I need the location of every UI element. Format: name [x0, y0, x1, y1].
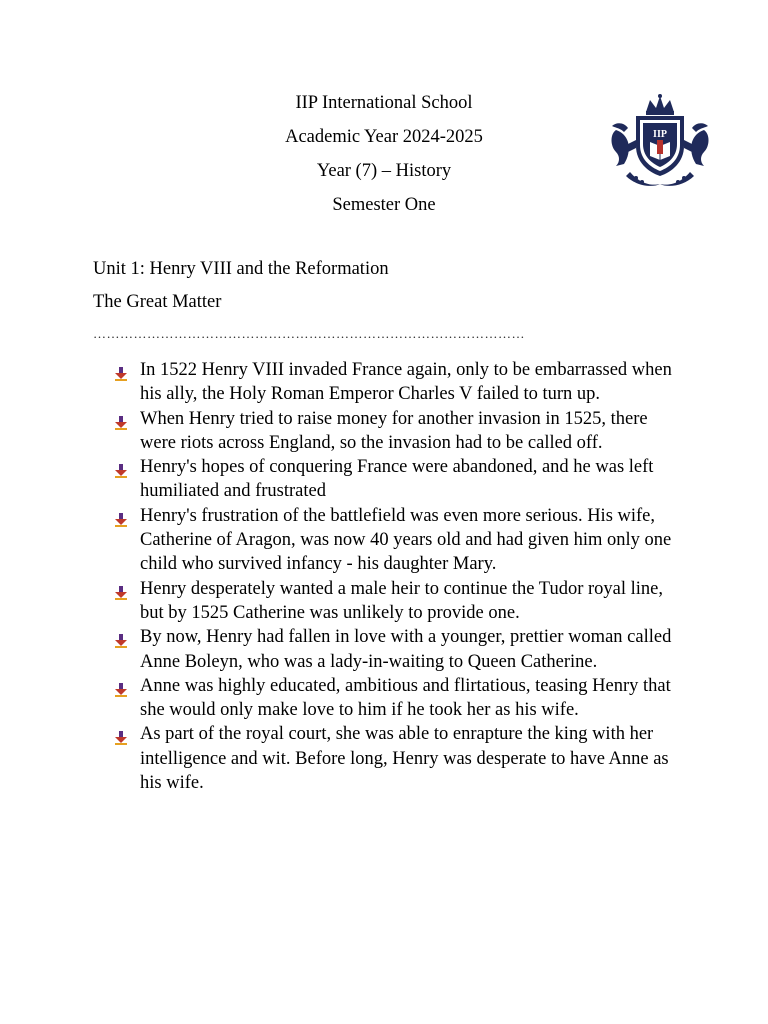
- list-item: [0, 577, 685, 626]
- arrow-down-bullet-icon: [114, 631, 128, 645]
- bullet-text: Anne was highly educated, ambitious and flirtatious, teasing Henry that she would only make love to him if he took her as his wife.: [140, 675, 671, 721]
- academic-year: Academic Year 2024-2025: [285, 127, 483, 147]
- unit-title: Unit 1: Henry VIII and the Reformation: [93, 259, 389, 279]
- arrow-down-bullet-icon: [114, 461, 128, 475]
- list-item: [0, 504, 685, 577]
- bullet-text: In 1522 Henry VIII invaded France again, only to be embarrassed when his ally, the Holy Roman Emperor Charles V failed to turn up.: [140, 360, 672, 405]
- list-item: [0, 674, 685, 723]
- arrow-down-bullet-icon: [114, 510, 128, 524]
- bullet-text: As part of the royal court, she was able to enrapture the king with her intelligence and wit. Before long, Henry was desperate to have Anne as his wife.: [140, 724, 669, 794]
- arrow-down-bullet-icon: [114, 728, 128, 742]
- semester-line: Semester One: [332, 195, 436, 215]
- svg-text:IIP: IIP: [653, 129, 667, 140]
- subject-line: Year (7) – History: [316, 161, 452, 181]
- list-item: [0, 722, 685, 795]
- bullet-text: By now, Henry had fallen in love with a younger, prettier woman called Anne Boleyn, who was a lady-in-waiting to Queen Catherine.: [140, 627, 672, 672]
- school-crest-icon: [606, 92, 714, 188]
- list-item: [0, 407, 685, 456]
- arrow-down-bullet-icon: [114, 364, 128, 378]
- dotted-separator: ……………………………………………………………………………………: [93, 329, 525, 339]
- arrow-down-bullet-icon: [114, 680, 128, 694]
- bullet-text: Henry's frustration of the battlefield was even more serious. His wife, Catherine of Aragon, was now 40 years old and had given him only one child who survived infancy - his daughter Mary.: [140, 505, 672, 575]
- list-item: [0, 625, 685, 674]
- arrow-down-bullet-icon: [114, 583, 128, 597]
- school-name: IIP International School: [295, 93, 473, 113]
- bullet-text: Henry's hopes of conquering France were abandoned, and he was left humiliated and frustrated: [140, 457, 654, 502]
- list-item: [0, 358, 685, 407]
- bullet-list: [0, 358, 768, 795]
- arrow-down-bullet-icon: [114, 413, 128, 427]
- bullet-text: When Henry tried to raise money for another invasion in 1525, there were riots across England, so the invasion had to be called off.: [140, 408, 648, 453]
- list-item: [0, 455, 685, 504]
- topic-title: The Great Matter: [93, 292, 222, 312]
- bullet-text: Henry desperately wanted a male heir to continue the Tudor royal line, but by 1525 Catherine was unlikely to provide one.: [140, 578, 663, 623]
